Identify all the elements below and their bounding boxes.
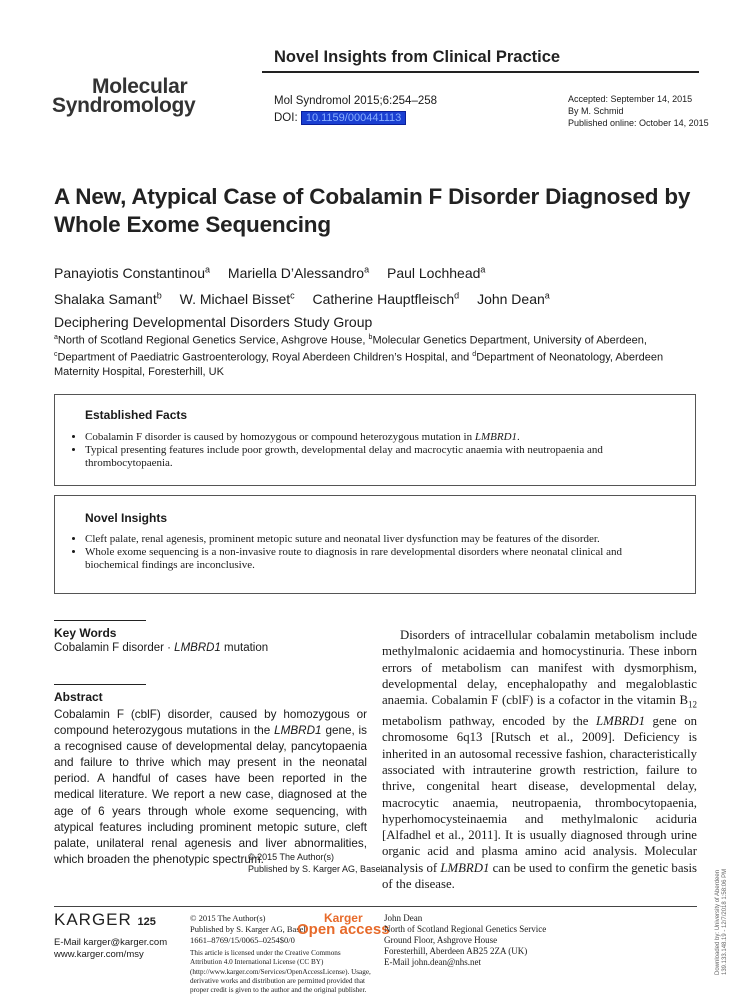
accepted-date: Accepted: September 14, 2015	[568, 94, 693, 104]
author-group: Deciphering Developmental Disorders Study Group	[54, 314, 373, 331]
correspondence: John Dean North of Scotland Regional Genetics Service Ground Floor, Ashgrove House Foresterhill, Aberdeen AB25 2ZA (UK) E-Mail john.dean@nhs.net	[384, 913, 604, 968]
list-item: • Whole exome sequencing is a non-invasive route to diagnosis in rare developmental disorders where neonatal clinical and biochemical findings are inconclusive.	[85, 546, 675, 572]
body-text: Disorders of intracellular cobalamin metabolism include methylmalonic acidaemia and homocystinuria. These inborn errors of metabolism can manifest with dysmorphism, developmental delay, encephalopathy and megaloblastic anaemia. Cobalamin F (cblF) is a cofactor in the vitamin $B_{12}$ metabolism pathway, encoded by the LMBRD1 gene on chromosome 6q13 [Rutsch et al., 2009]. Deficiency is inherited in an autosomal recessive fashion, characteristically associated with intrauterine growth restriction, failure to thrive, congenital heart disease, developmental delay, macrocytic anaemia, neutropaenia, thrombocytopaenia, hyperhomocysteinaemia and methylmalonic aciduria [Alfadhel et al., 2011]. It is usually diagnosed through urine organic acid and plasma amino acid analysis. Molecular analysis of LMBRD1 can be used to confirm the genetic basis of the disease.	[382, 628, 698, 891]
doi-line	[274, 110, 437, 127]
affiliation-a: North of Scotland Regional Genetics Service, Ashgrove House,	[57, 334, 366, 347]
author: John Dean$^a$	[477, 290, 550, 308]
open-access-logo: Karger Open access	[297, 911, 390, 938]
footer-rule	[54, 906, 697, 907]
novel-insights-heading: Novel Insights	[85, 511, 168, 525]
section-divider	[54, 620, 146, 621]
author: Mariella D’Alessandro$^a$	[227, 264, 370, 281]
list-item: • Cobalamin F disorder is caused by homozygous or compound heterozygous mutation in LMBRD1.	[85, 431, 675, 444]
established-facts-list	[73, 431, 675, 470]
editor: By M. Schmid	[568, 106, 624, 116]
section-divider	[54, 684, 146, 685]
affiliation-b: Molecular Genetics Department, University of Aberdeen,	[372, 334, 647, 347]
publisher-logo: KARGER 125	[54, 910, 156, 929]
doi-label: DOI:	[274, 112, 298, 124]
correspondence-email[interactable]: E-Mail john.dean@nhs.net	[384, 957, 482, 967]
publisher-website[interactable]: www.karger.com/msy	[54, 949, 144, 960]
abstract-copyright: © 2015 The Author(s) Published by S. Karger AG, Basel	[248, 852, 383, 874]
author: Paul Lochhead$^a$	[386, 264, 486, 281]
established-facts-box	[54, 394, 696, 486]
section-label: Novel Insights from Clinical Practice	[274, 48, 561, 66]
published-date: Published online: October 14, 2015	[568, 118, 709, 128]
key-words: Cobalamin F disorder · LMBRD1 mutation	[54, 642, 269, 654]
publication-dates	[568, 93, 709, 129]
affiliations: $^a$North of Scotland Regional Genetics Service, Ashgrove House, $^b$Molecular Genetics Department, University of Aberdeen, $^c$Department of Paediatric Gastroenterology, Royal Aberdeen Children’s Hospital, and $^d$Department of Neonatology, Aberdeen Maternity Hospital, Foresterhill, UK	[54, 334, 664, 379]
citation-block	[274, 93, 437, 127]
citation: Mol Syndromol 2015;6:254–258	[274, 95, 438, 107]
author: Catherine Hauptfleisch$^d$	[312, 290, 460, 308]
author: W. Michael Bisset$^c$	[179, 290, 295, 308]
publisher-email[interactable]: E-Mail karger@karger.com	[54, 937, 168, 948]
article-title: A New, Atypical Case of Cobalamin F Disorder Diagnosed by Whole Exome Sequencing	[54, 184, 691, 237]
affiliation-d: Department of Neonatology, Aberdeen Maternity Hospital, Foresterhill, UK	[54, 351, 664, 379]
affiliation-c: Department of Paediatric Gastroenterology, Royal Aberdeen Children’s Hospital, and	[57, 351, 470, 364]
journal-logo	[52, 77, 195, 115]
author-list	[54, 258, 694, 334]
established-facts-heading: Established Facts	[85, 408, 188, 422]
key-words-heading: Key Words	[54, 626, 117, 640]
license-block: © 2015 The Author(s) Published by S. Karger AG, Basel 1661–8769/15/0065–0254$0/0 This article is licensed under the Creative Commons Attribution 4.0 International License (CC BY) (http://www.karger.com/Services/OpenAccessLicense). Usage, derivative works and distribution are permitted provided that proper credit is given to the author and the original publisher.	[190, 913, 374, 995]
novel-insights-box	[54, 495, 696, 594]
journal-logo-line2: Syndromology	[52, 94, 196, 117]
publisher-contact	[54, 937, 167, 961]
novel-insights-list	[73, 533, 675, 572]
abstract-text: Cobalamin F (cblF) disorder, caused by homozygous or compound heterozygous mutations in the LMBRD1 gene, is a recognised cause of developmental delay, pancytopaenia and failure to thrive which may present in the neonatal period. A handful of cases have been reported in the medical literature. We report a new case, diagnosed at the age of 6 years through whole exome sequencing, with atypical features including prominent metopic suture, cleft palate, unilateral renal agenesis and liver abnormalities, which broaden the phenotypic spectrum.	[54, 708, 367, 866]
license-text: This article is licensed under the Creative Commons Attribution 4.0 International License (CC BY) (http://www.karger.com/Services/OpenAccessLicense). Usage, derivative works and distribution are permitted provided that proper credit is given to the author and the original publisher.	[190, 949, 371, 995]
author: Panayiotis Constantinou$^a$	[54, 264, 211, 281]
list-item: • Typical presenting features include poor growth, developmental delay and macrocytic anaemia with neutropaenia and thrombocytopaenia.	[85, 444, 675, 470]
doi-link[interactable]: 10.1159/000441113	[301, 111, 406, 125]
download-note: Downloaded by: University of Aberdeen 139.133.148.19 - 12/7/2018 1:58:06 PM	[715, 868, 728, 975]
abstract-heading: Abstract	[54, 690, 103, 704]
list-item: • Cleft palate, renal agenesis, prominent metopic suture and neonatal liver dysfunction may be features of the disorder.	[85, 533, 675, 546]
header-rule	[262, 71, 699, 73]
author: Shalaka Samant$^b$	[54, 290, 162, 308]
journal-logo-line1: Molecular	[92, 75, 188, 98]
